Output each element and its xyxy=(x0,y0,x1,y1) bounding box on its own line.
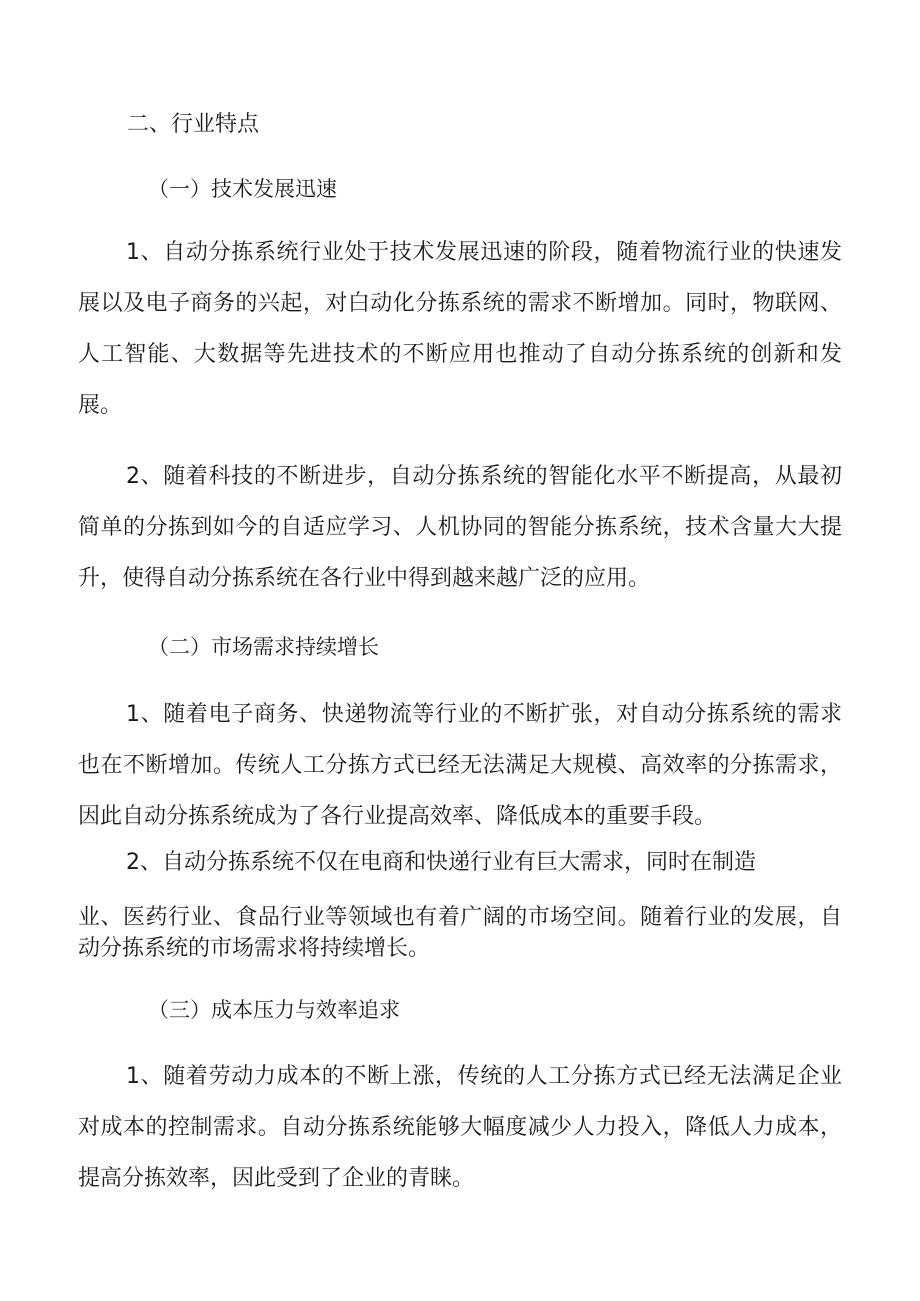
paragraph-2-2-first-line: 2、自动分拣系统不仅在电商和快递行业有巨大需求，同时在制造 xyxy=(126,850,756,875)
paragraph-3-1: 1、随着劳动力成本的不断上涨，传统的人工分拣方式已经无法满足企业对成本的控制需求。自动分拣系统能够大幅度减少人力投入，降低人力成本，提高分拣效率，因此受到了企业的青睐。 xyxy=(78,1064,842,1191)
subsection-heading-2: （二）市场需求持续增长 xyxy=(148,635,379,659)
paragraph-1-2: 2、随着科技的不断进步，自动分拣系统的智能化水平不断提高，从最初简单的分拣到如今的自适应学习、人机协同的智能分拣系统，技术含量大大提升，使得自动分拣系统在各行业中得到越来越广泛的应用。 xyxy=(78,464,842,591)
subsection-heading-3: （三）成本压力与效率追求 xyxy=(148,998,400,1022)
section-title: 二、行业特点 xyxy=(127,112,260,137)
paragraph-2-2-rest: 业、医药行业、食品行业等领域也有着广阔的市场空间。随着行业的发展，自动分拣系统的市场需求将持续增长。 xyxy=(78,905,842,961)
subsection-heading-1: （一）技术发展迅速 xyxy=(148,177,337,201)
paragraph-2-1: 1、随着电子商务、快递物流等行业的不断扩张，对自动分拣系统的需求也在不断增加。传统人工分拣方式已经无法满足大规模、高效率的分拣需求，因此自动分拣系统成为了各行业提高效率、降低成本的重要手段。 xyxy=(78,702,842,829)
paragraph-1-1: 1、自动分拣系统行业处于技术发展迅速的阶段，随着物流行业的快速发展以及电子商务的兴起，对白动化分拣系统的需求不断增加。同时，物联网、人工智能、大数据等先进技术的不断应用也推动了自动分拣系统的创新和发展。 xyxy=(78,240,842,418)
